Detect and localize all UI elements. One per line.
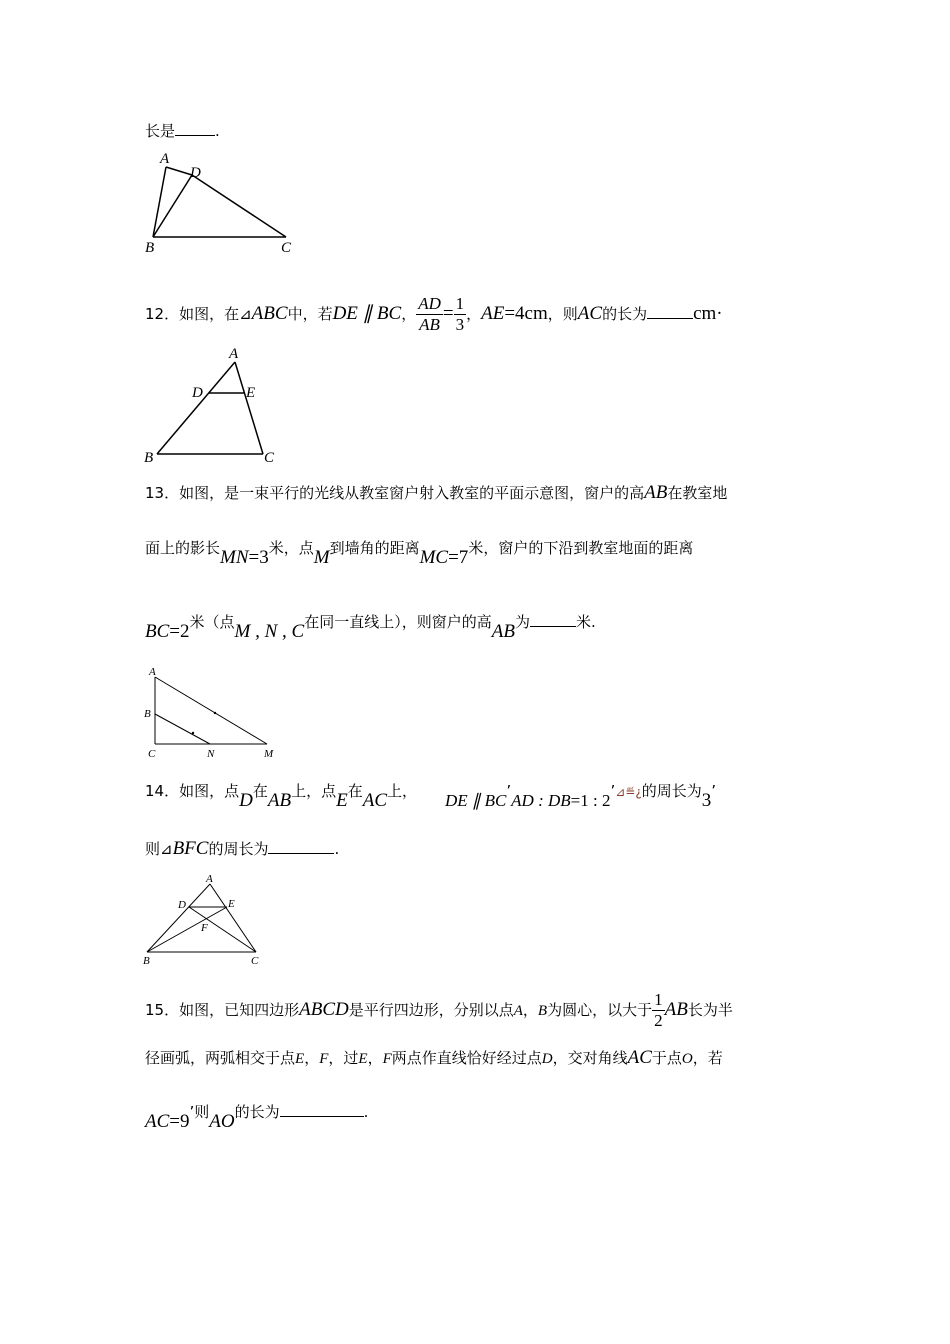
answer-blank[interactable]: [647, 304, 693, 319]
label-n: N: [207, 748, 215, 760]
label-a: A: [229, 346, 239, 362]
label-f: F: [201, 922, 208, 934]
label-c: C: [251, 955, 259, 967]
label-b: B: [144, 708, 151, 720]
label-a: A: [160, 151, 170, 167]
figure-q11: [140, 148, 310, 258]
question-13-line-1: 13．如图，是一束平行的光线从教室窗户射入教室的平面示意图，窗户的高AB在教室地: [145, 482, 728, 503]
fraction-1-3: $\frac{1}{3}$: [455, 294, 465, 334]
label-e: E: [246, 385, 256, 401]
question-12: 12．如图，在⊿ABC中，若DE ∥ BC， $\frac{AD}{AB}$ = $\frac{1}{3}$ ，AE=4cm，则AC的长为 cm·: [145, 294, 723, 334]
label-a: A: [206, 873, 213, 885]
question-number: 13．: [145, 484, 180, 502]
label-c: C: [281, 240, 292, 256]
q11-tail: 长是 .: [145, 122, 220, 140]
label-e: E: [228, 898, 235, 910]
question-13-line-3: BC=2米（点M , N , C在同一直线上），则窗户的高AB为 米.: [145, 613, 596, 642]
question-number: 14．: [145, 782, 180, 800]
answer-blank[interactable]: [530, 612, 576, 627]
figure-q12: [140, 343, 280, 465]
label-b: B: [145, 240, 155, 256]
figure-q13: [140, 664, 290, 762]
fraction-1-2: $\frac{1}{2}$: [654, 990, 663, 1030]
fraction-ad-ab: $\frac{AD}{AB}$: [418, 294, 441, 334]
question-number: 15．: [145, 1001, 180, 1019]
question-15-line-2: 径画弧，两弧相交于点E，F，过E，F两点作直线恰好经过点D，交对角线AC于点O，若: [145, 1047, 723, 1068]
label-d: D: [178, 899, 186, 911]
question-13-line-2: 面上的影长MN=3米，点M到墙角的距离MC=7米，窗户的下沿到教室地面的距离: [145, 539, 694, 568]
label-c: C: [148, 748, 156, 760]
label-d: D: [190, 165, 201, 181]
label-m: M: [264, 748, 274, 760]
label-b: B: [144, 450, 154, 465]
label-a: A: [149, 666, 156, 678]
label-c: C: [264, 450, 275, 465]
q11-tail-text: 长是: [145, 122, 176, 140]
question-15-line-1: 15．如图，已知四边形ABCD是平行四边形，分别以点A，B为圆心，以大于 $\frac{1}{2}$ AB长为半: [145, 990, 733, 1030]
label-b: B: [143, 955, 150, 967]
question-14-line-1b: DE ∥ BC’AD : DB=1 : 2’⊿≝¿的周长为3’: [445, 782, 717, 811]
question-15-line-3: AC=9’则AO的长为 .: [145, 1103, 369, 1132]
answer-blank[interactable]: [280, 1102, 364, 1117]
figure-q14: [140, 870, 270, 970]
label-d: D: [192, 385, 203, 401]
question-number: 12．: [145, 305, 180, 323]
question-14-line-2: 则⊿BFC的周长为 .: [145, 838, 340, 859]
answer-blank[interactable]: [268, 839, 334, 854]
glitch-symbol: ⊿≝¿: [615, 785, 642, 799]
answer-blank[interactable]: [175, 121, 215, 136]
question-14-line-1: 14．如图，点D在AB上，点E在AC上，: [145, 782, 418, 811]
